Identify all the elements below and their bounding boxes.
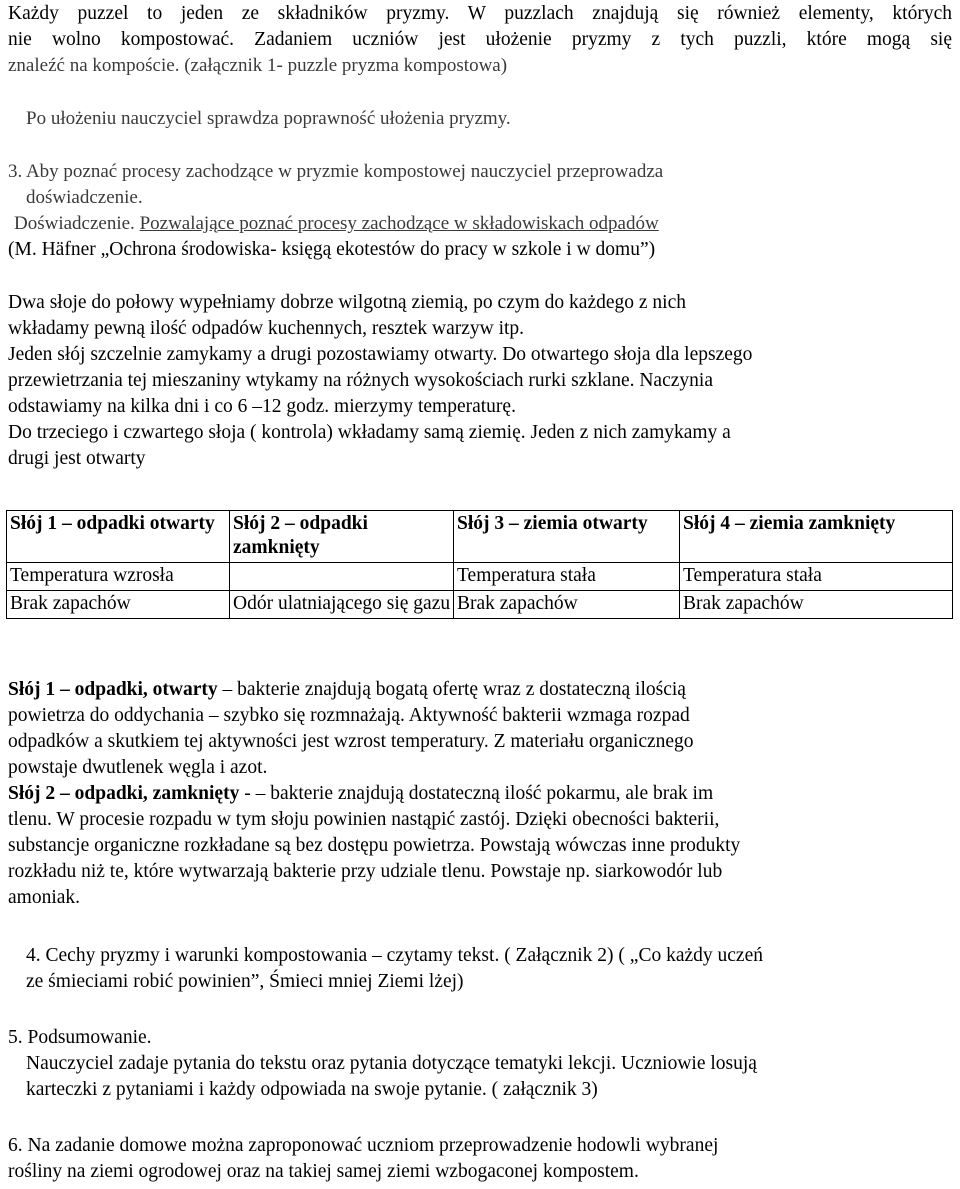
procedure-line-4: przewietrzania tej mieszaniny wtykamy na różnych wysokościach rurki szklane. Naczynia	[8, 370, 713, 391]
procedure-line-7: drugi jest otwarty	[8, 448, 146, 469]
jar2-label: Słój 2 – odpadki, zamknięty	[8, 783, 240, 804]
procedure-line-1: Dwa słoje do połowy wypełniamy dobrze wilgotną ziemią, po czym do każdego z nich	[8, 292, 686, 313]
jar1-line-4: powstaje dwutlenek węgla i azot.	[8, 757, 268, 778]
table-cell: Brak zapachów	[454, 591, 680, 619]
jar1-line-2: powietrza do oddychania – szybko się rozmnażają. Aktywność bakterii wzmaga rozpad	[8, 705, 690, 726]
experiment-title: Pozwalające poznać procesy zachodzące w składowiskach odpadów	[139, 213, 659, 234]
step5-line-1: Nauczyciel zadaje pytania do tekstu oraz pytania dotyczące tematyki lekcji. Uczniowie losują	[26, 1053, 757, 1074]
header-jar-4: Słój 4 – ziemia zamknięty	[680, 511, 953, 563]
table-cell: Temperatura stała	[680, 563, 953, 591]
intro-line-1: Każdy puzzel to jeden ze składników pryzmy. W puzzlach znajdują się również elementy, których	[8, 3, 952, 24]
procedure-line-5: odstawiamy na kilka dni i co 6 –12 godz. mierzymy temperaturę.	[8, 396, 516, 417]
jar2-text-1: - – bakterie znajdują dostateczną ilość pokarmu, ale brak im	[239, 783, 714, 804]
table-cell	[230, 563, 454, 591]
header-jar-1: Słój 1 – odpadki otwarty	[7, 511, 230, 563]
step4-line-2: ze śmieciami robić powinien”, Śmieci mniej Ziemi lżej)	[26, 971, 464, 992]
procedure-line-6: Do trzeciego i czwartego słoja ( kontrola) wkładamy samą ziemię. Jeden z nich zamykamy a	[8, 422, 731, 443]
step5-title: 5. Podsumowanie.	[8, 1027, 152, 1048]
header-jar-3: Słój 3 – ziemia otwarty	[454, 511, 680, 563]
table-cell: Odór ulatniającego się gazu	[230, 591, 454, 619]
step3-line-1: 3. Aby poznać procesy zachodzące w pryzmie kompostowej nauczyciel przeprowadza	[8, 161, 664, 182]
jar1-line-3: odpadków a skutkiem tej aktywności jest wzrost temperatury. Z materiału organicznego	[8, 731, 694, 752]
results-table	[6, 510, 953, 619]
experiment-source: (M. Häfner „Ochrona środowiska- księgą ekotestów do pracy w szkole i w domu”)	[8, 239, 656, 260]
jar1-text-1: – bakterie znajdują bogatą ofertę wraz z dostateczną ilością	[217, 679, 686, 700]
table-cell: Temperatura wzrosła	[7, 563, 230, 591]
header-jar-2: Słój 2 – odpadki zamknięty	[230, 511, 454, 563]
jar2-line-1	[8, 782, 713, 806]
table-header-row	[7, 511, 953, 563]
jar2-line-4: rozkładu niż te, które wytwarzają bakterie przy udziale tlenu. Powstaje np. siarkowodór lub	[8, 861, 723, 882]
table-row	[7, 591, 953, 619]
step5-line-2: karteczki z pytaniami i każdy odpowiada na swoje pytanie. ( załącznik 3)	[26, 1079, 598, 1100]
experiment-label: Doświadczenie.	[14, 213, 135, 234]
table-cell: Temperatura stała	[454, 563, 680, 591]
step6-line-1: 6. Na zadanie domowe można zaproponować uczniom przeprowadzenie hodowli wybranej	[8, 1135, 719, 1156]
teacher-check-line: Po ułożeniu nauczyciel sprawdza poprawność ułożenia pryzmy.	[26, 108, 511, 129]
intro-line-3: znaleźć na kompoście. (załącznik 1- puzzle pryzma kompostowa)	[8, 55, 508, 76]
procedure-line-3: Jeden słój szczelnie zamykamy a drugi pozostawiamy otwarty. Do otwartego słoja dla lepszego	[8, 344, 753, 365]
step4-line-1: 4. Cechy pryzmy i warunki kompostowania – czytamy tekst. ( Załącznik 2) ( „Co każdy uczeń	[26, 945, 763, 966]
jar1-line-1	[8, 678, 686, 702]
table-cell: Brak zapachów	[7, 591, 230, 619]
experiment-heading	[14, 212, 659, 236]
step3-line-2: doświadczenie.	[26, 187, 143, 208]
jar1-label: Słój 1 – odpadki, otwarty	[8, 679, 218, 700]
jar2-line-2: tlenu. W procesie rozpadu w tym słoju powinien nastąpić zastój. Dzięki obecności bakterii,	[8, 809, 720, 830]
intro-line-2: nie wolno kompostować. Zadaniem uczniów jest ułożenie pryzmy z tych puzzli, które mogą się	[8, 29, 952, 50]
table-row	[7, 563, 953, 591]
step6-line-2: rośliny na ziemi ogrodowej oraz na takiej samej ziemi wzbogaconej kompostem.	[8, 1161, 639, 1182]
procedure-line-2: wkładamy pewną ilość odpadów kuchennych, resztek warzyw itp.	[8, 318, 525, 339]
jar2-line-5: amoniak.	[8, 887, 81, 908]
jar2-line-3: substancje organiczne rozkładane są bez dostępu powietrza. Powstają wówczas inne produkty	[8, 835, 741, 856]
table-cell: Brak zapachów	[680, 591, 953, 619]
